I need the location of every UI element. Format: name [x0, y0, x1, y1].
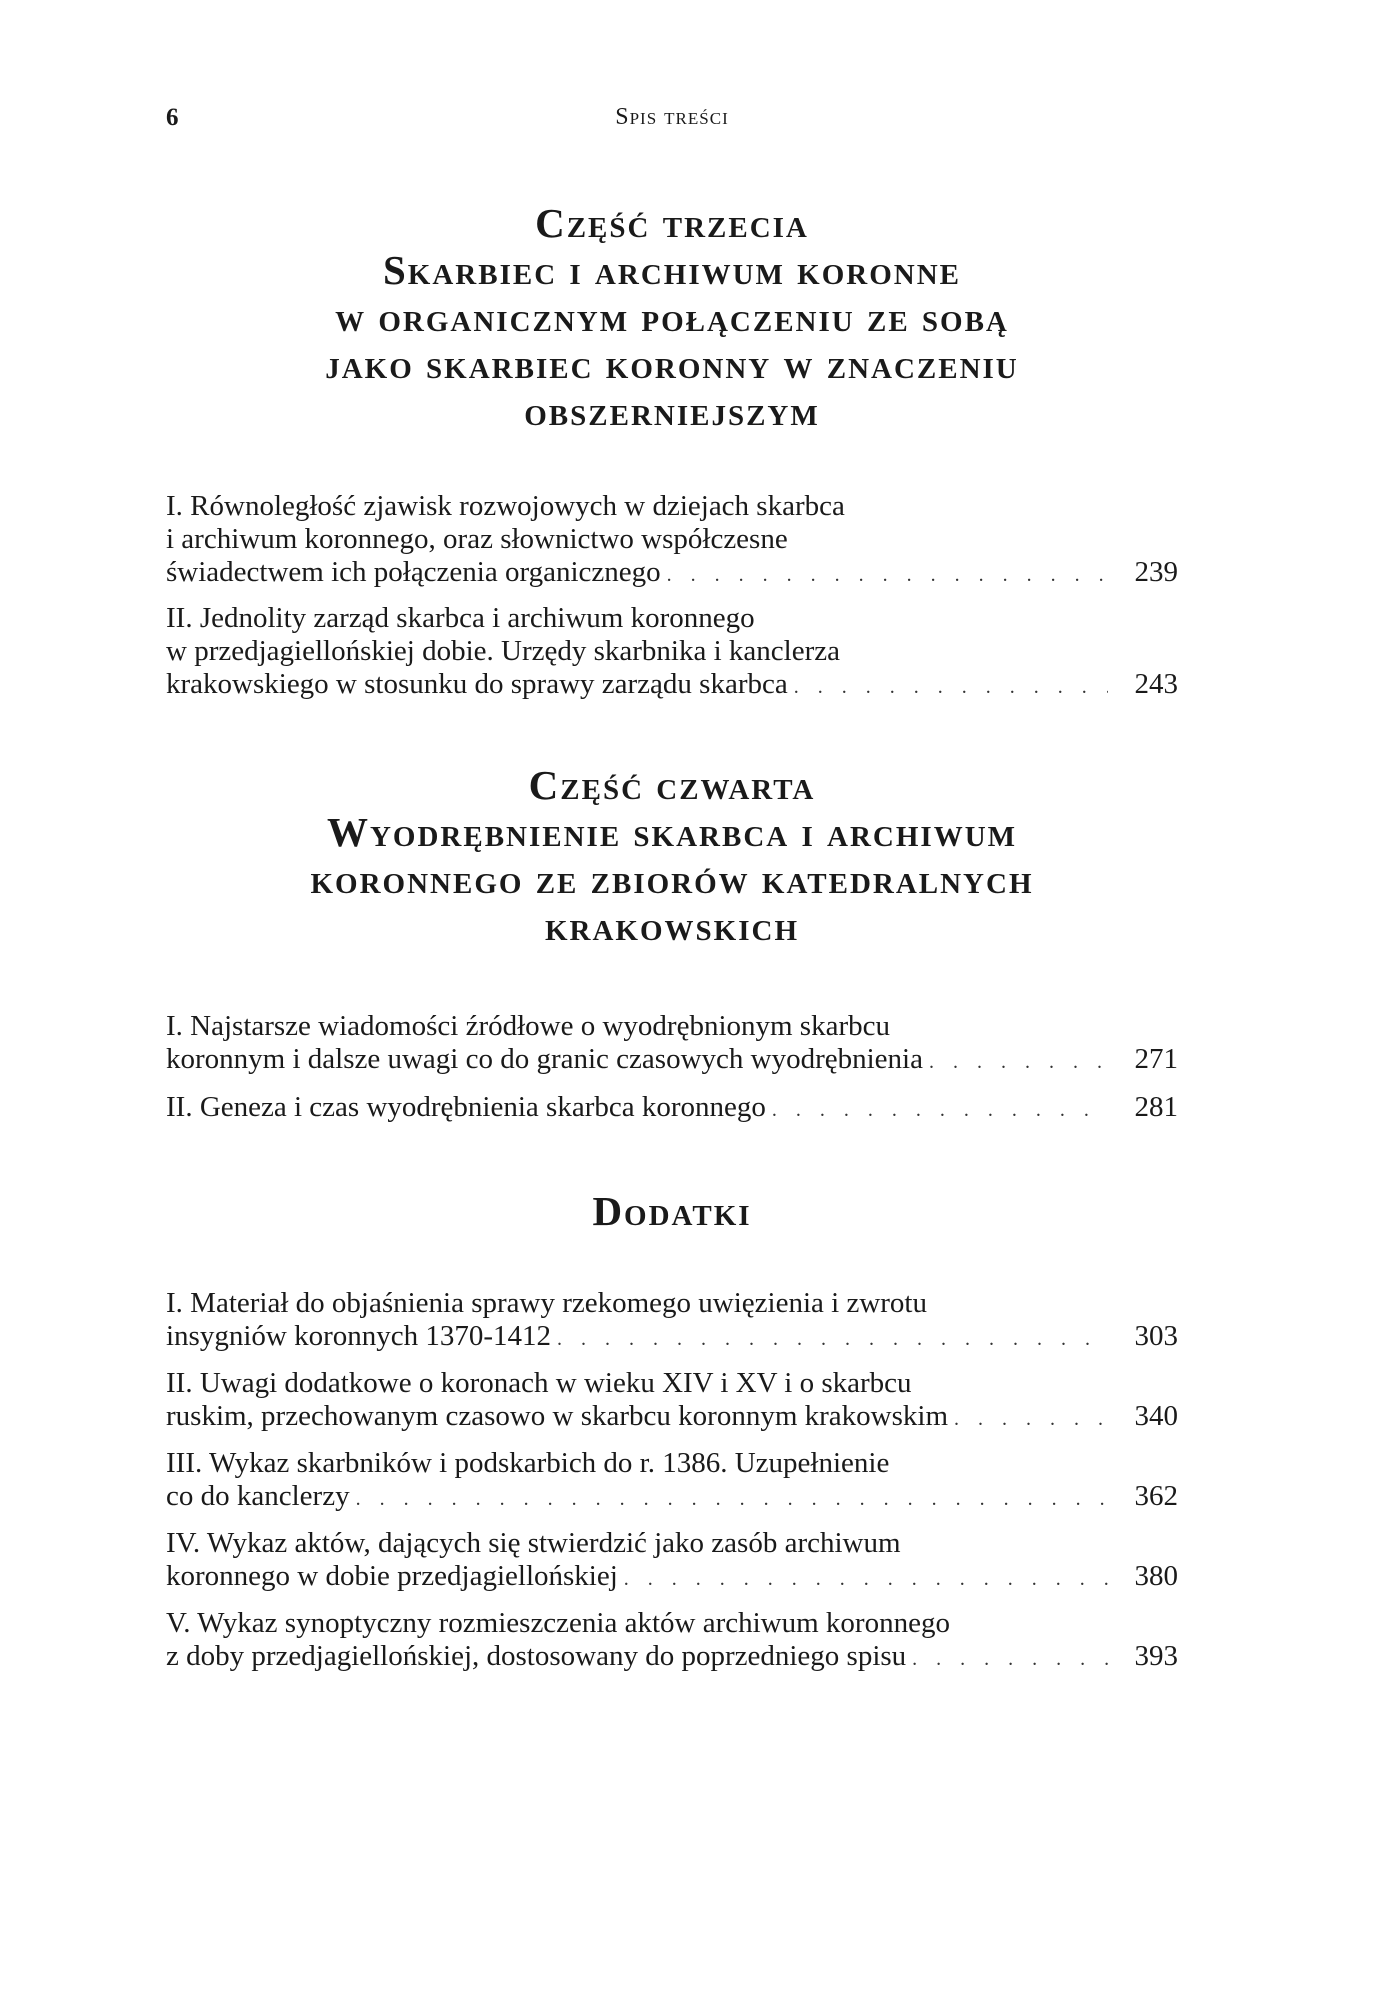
entry-last-line: [166, 1560, 1178, 1596]
page-number: 6: [166, 104, 179, 131]
entry-title-line: i archiwum koronnego, oraz słownictwo współczesne: [166, 523, 788, 555]
dot-leader: [557, 1323, 1108, 1356]
toc-entry[interactable]: [166, 602, 1178, 704]
heading-line: w organicznym połączeniu ze sobą: [335, 294, 1009, 340]
entry-title-line: w przedjagiellońskiej dobie. Urzędy skarbnika i kanclerza: [166, 635, 840, 667]
entry-title-line: I. Materiał do objaśnienia sprawy rzekomego uwięzienia i zwrotu: [166, 1287, 927, 1319]
toc-entry[interactable]: [166, 1367, 1178, 1436]
dot-leader: [929, 1046, 1108, 1079]
entry-last-line: [166, 1320, 1178, 1356]
entry-title-line: III. Wykaz skarbników i podskarbich do r. 1386. Uzupełnienie: [166, 1447, 890, 1479]
entry-last-line: [166, 1400, 1178, 1436]
entry-title-line: V. Wykaz synoptyczny rozmieszczenia aktów archiwum koronnego: [166, 1607, 950, 1639]
entry-page-number: 393: [1134, 1640, 1178, 1672]
heading-line: Część czwarta: [528, 762, 816, 808]
entry-page-number: 340: [1134, 1400, 1178, 1432]
entry-title-line: z doby przedjagiellońskiej, dostosowany do poprzedniego spisu: [166, 1640, 907, 1672]
toc-entry[interactable]: [166, 490, 1178, 592]
running-head: [166, 104, 1178, 134]
entry-last-line: [166, 1091, 1178, 1127]
dot-leader: [794, 671, 1108, 704]
entry-title-line: I. Równoległość zjawisk rozwojowych w dziejach skarbca: [166, 490, 845, 522]
heading-line: obszerniejszym: [524, 388, 820, 434]
part-three-heading: [166, 200, 1178, 435]
toc-entry[interactable]: [166, 1607, 1178, 1676]
entry-page-number: 271: [1134, 1043, 1178, 1075]
entry-title-line: koronnego w dobie przedjagiellońskiej: [166, 1560, 618, 1592]
entry-page-number: 243: [1134, 668, 1178, 700]
toc-entry[interactable]: [166, 1447, 1178, 1516]
entry-page-number: 362: [1134, 1480, 1178, 1512]
heading-line: Dodatki: [592, 1188, 752, 1234]
entry-title-line: ruskim, przechowanym czasowo w skarbcu koronnym krakowskim: [166, 1400, 949, 1432]
dot-leader: [624, 1563, 1108, 1596]
running-title: Spis treści: [615, 104, 729, 130]
dot-leader: [667, 559, 1108, 592]
entry-last-line: [166, 1640, 1178, 1676]
dot-leader: [772, 1094, 1108, 1127]
heading-line: Skarbiec i archiwum koronne: [382, 247, 962, 293]
entry-last-line: [166, 1480, 1178, 1516]
entry-title-line: co do kanclerzy: [166, 1480, 350, 1512]
toc-entry[interactable]: [166, 1527, 1178, 1596]
toc-entry[interactable]: [166, 1091, 1178, 1127]
entry-last-line: [166, 1043, 1178, 1079]
entry-title-line: IV. Wykaz aktów, dających się stwierdzić jako zasób archiwum: [166, 1527, 901, 1559]
entry-title-line: II. Geneza i czas wyodrębnienia skarbca koronnego: [166, 1091, 766, 1123]
entry-title-line: insygniów koronnych 1370-1412: [166, 1320, 552, 1352]
heading-line: koronnego ze zbiorów katedralnych: [310, 856, 1034, 902]
toc-entry[interactable]: [166, 1287, 1178, 1356]
entry-title-line: krakowskiego w stosunku do sprawy zarządu skarbca: [166, 668, 788, 700]
entry-title-line: II. Jednolity zarząd skarbca i archiwum koronnego: [166, 602, 755, 634]
entry-title-line: I. Najstarsze wiadomości źródłowe o wyodrębnionym skarbcu: [166, 1010, 890, 1042]
entry-title-line: koronnym i dalsze uwagi co do granic czasowych wyodrębnienia: [166, 1043, 923, 1075]
entry-title-line: II. Uwagi dodatkowe o koronach w wieku XIV i XV i o skarbcu: [166, 1367, 912, 1399]
heading-line: Część trzecia: [535, 200, 809, 246]
dot-leader: [912, 1643, 1108, 1676]
heading-line: jako skarbiec koronny w znaczeniu: [325, 341, 1019, 387]
entry-page-number: 303: [1134, 1320, 1178, 1352]
entry-page-number: 239: [1134, 556, 1178, 588]
heading-line: Wyodrębnienie skarbca i archiwum: [326, 809, 1018, 855]
dot-leader: [954, 1403, 1108, 1436]
entry-last-line: [166, 556, 1178, 592]
entry-last-line: [166, 668, 1178, 704]
toc-entry[interactable]: [166, 1010, 1178, 1079]
appendices-heading: [166, 1188, 1178, 1235]
heading-line: krakowskich: [544, 903, 800, 949]
dot-leader: [356, 1483, 1108, 1516]
entry-title-line: świadectwem ich połączenia organicznego: [166, 556, 661, 588]
part-four-heading: [166, 762, 1178, 950]
entry-page-number: 281: [1134, 1091, 1178, 1123]
entry-page-number: 380: [1134, 1560, 1178, 1592]
